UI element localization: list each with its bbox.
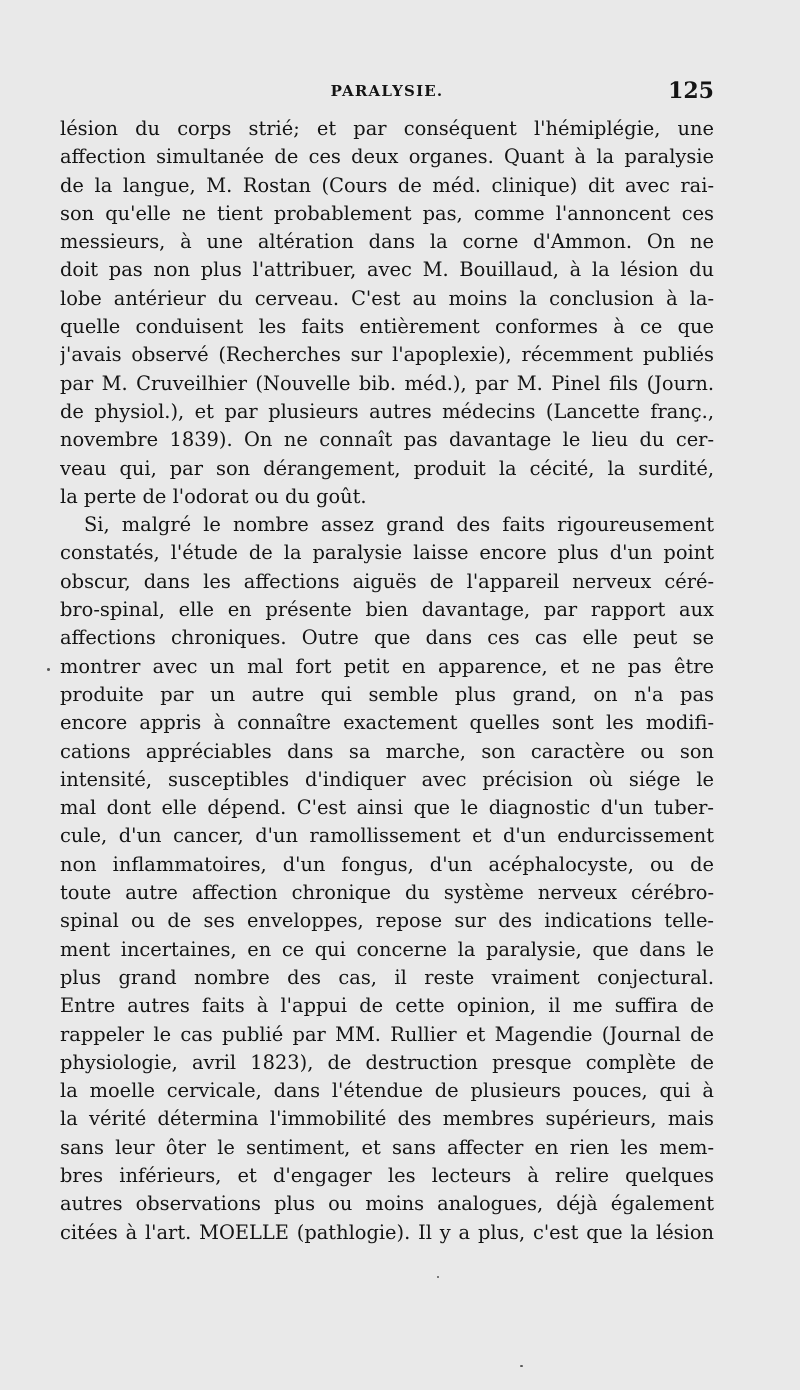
text-line: de la langue, M. Rostan (Cours de méd. clinique) dit avec rai- xyxy=(60,173,714,197)
text-line: la vérité détermina l'immobilité des membres supérieurs, mais xyxy=(60,1107,714,1131)
text-line: messieurs, à une altération dans la corne d'Ammon. On ne xyxy=(60,230,714,254)
text-line: spinal ou de ses enveloppes, repose sur des indications telle- xyxy=(60,909,714,933)
text-line: plus grand nombre des cas, il reste vraiment conjectural. xyxy=(60,965,714,989)
text-line: cations appréciables dans sa marche, son caractère ou son xyxy=(60,739,714,763)
text-line: encore appris à connaître exactement quelles sont les modifi- xyxy=(60,711,714,735)
text-line: constatés, l'étude de la paralysie laisse encore plus d'un point xyxy=(60,541,714,565)
page-number: 125 xyxy=(668,78,714,104)
text-line: produite par un autre qui semble plus grand, on n'a pas xyxy=(60,682,714,706)
text-line: son qu'elle ne tient probablement pas, comme l'annoncent ces xyxy=(60,201,714,225)
text-line: la perte de l'odorat ou du goût. xyxy=(60,484,367,508)
text-line: j'avais observé (Recherches sur l'apoplexie), récemment publiés xyxy=(60,343,714,367)
text-line: autres observations plus ou moins analogues, déjà également xyxy=(60,1192,714,1216)
text-line: la moelle cervicale, dans l'étendue de plusieurs pouces, qui à xyxy=(60,1079,714,1103)
text-line: sans leur ôter le sentiment, et sans affecter en rien les mem- xyxy=(60,1135,714,1159)
text-line: non inflammatoires, d'un fongus, d'un acéphalocyste, ou de xyxy=(60,852,714,876)
text-line: mal dont elle dépend. C'est ainsi que le diagnostic d'un tuber- xyxy=(60,796,714,820)
text-line: de physiol.), et par plusieurs autres médecins (Lancette franç., xyxy=(60,399,714,423)
text-line: veau qui, par son dérangement, produit la cécité, la surdité, xyxy=(60,456,714,480)
text-line: cule, d'un cancer, d'un ramollissement et d'un endurcissement xyxy=(60,824,714,848)
text-line: citées à l'art. MOELLE (pathlogie). Il y a plus, c'est que la lésion xyxy=(60,1220,714,1244)
scan-speck xyxy=(520,1365,523,1367)
text-line: physiologie, avril 1823), de destruction presque complète de xyxy=(60,1050,714,1074)
text-line: bro-spinal, elle en présente bien davantage, par rapport aux xyxy=(60,598,714,622)
body-text xyxy=(60,115,714,1247)
text-line: rappeler le cas publié par MM. Rullier et Magendie (Journal de xyxy=(60,1022,714,1046)
text-line: lobe antérieur du cerveau. C'est au moins la conclusion à la- xyxy=(60,286,714,310)
text-line: affections chroniques. Outre que dans ces cas elle peut se xyxy=(60,626,714,650)
running-title: PARALYSIE. xyxy=(330,82,444,100)
text-line: par M. Cruveilhier (Nouvelle bib. méd.), par M. Pinel fils (Journ. xyxy=(60,371,714,395)
text-line: obscur, dans les affections aiguës de l'appareil nerveux céré- xyxy=(60,569,714,593)
text-line: affection simultanée de ces deux organes. Quant à la paralysie xyxy=(60,145,714,169)
text-line: Si, malgré le nombre assez grand des faits rigoureusement xyxy=(84,513,714,537)
text-line: doit pas non plus l'attribuer, avec M. Bouillaud, à la lésion du xyxy=(60,258,714,282)
text-line: lésion du corps strié; et par conséquent l'hémiplégie, une xyxy=(60,117,714,140)
text-line: novembre 1839). On ne connaît pas davantage le lieu du cer- xyxy=(60,428,714,452)
text-line: intensité, susceptibles d'indiquer avec précision où siége le xyxy=(60,767,714,791)
text-line: montrer avec un mal fort petit en apparence, et ne pas être xyxy=(60,654,714,678)
text-line: Entre autres faits à l'appui de cette opinion, il me suffira de xyxy=(60,994,714,1018)
text-line: bres inférieurs, et d'engager les lecteurs à relire quelques xyxy=(60,1163,714,1187)
text-line: ment incertaines, en ce qui concerne la paralysie, que dans le xyxy=(60,937,714,961)
scan-speck xyxy=(47,668,50,671)
text-line: toute autre affection chronique du système nerveux cérébro- xyxy=(60,881,714,905)
running-head xyxy=(60,78,714,108)
scan-speck xyxy=(437,1276,439,1278)
text-line: quelle conduisent les faits entièrement conformes à ce que xyxy=(60,315,714,339)
